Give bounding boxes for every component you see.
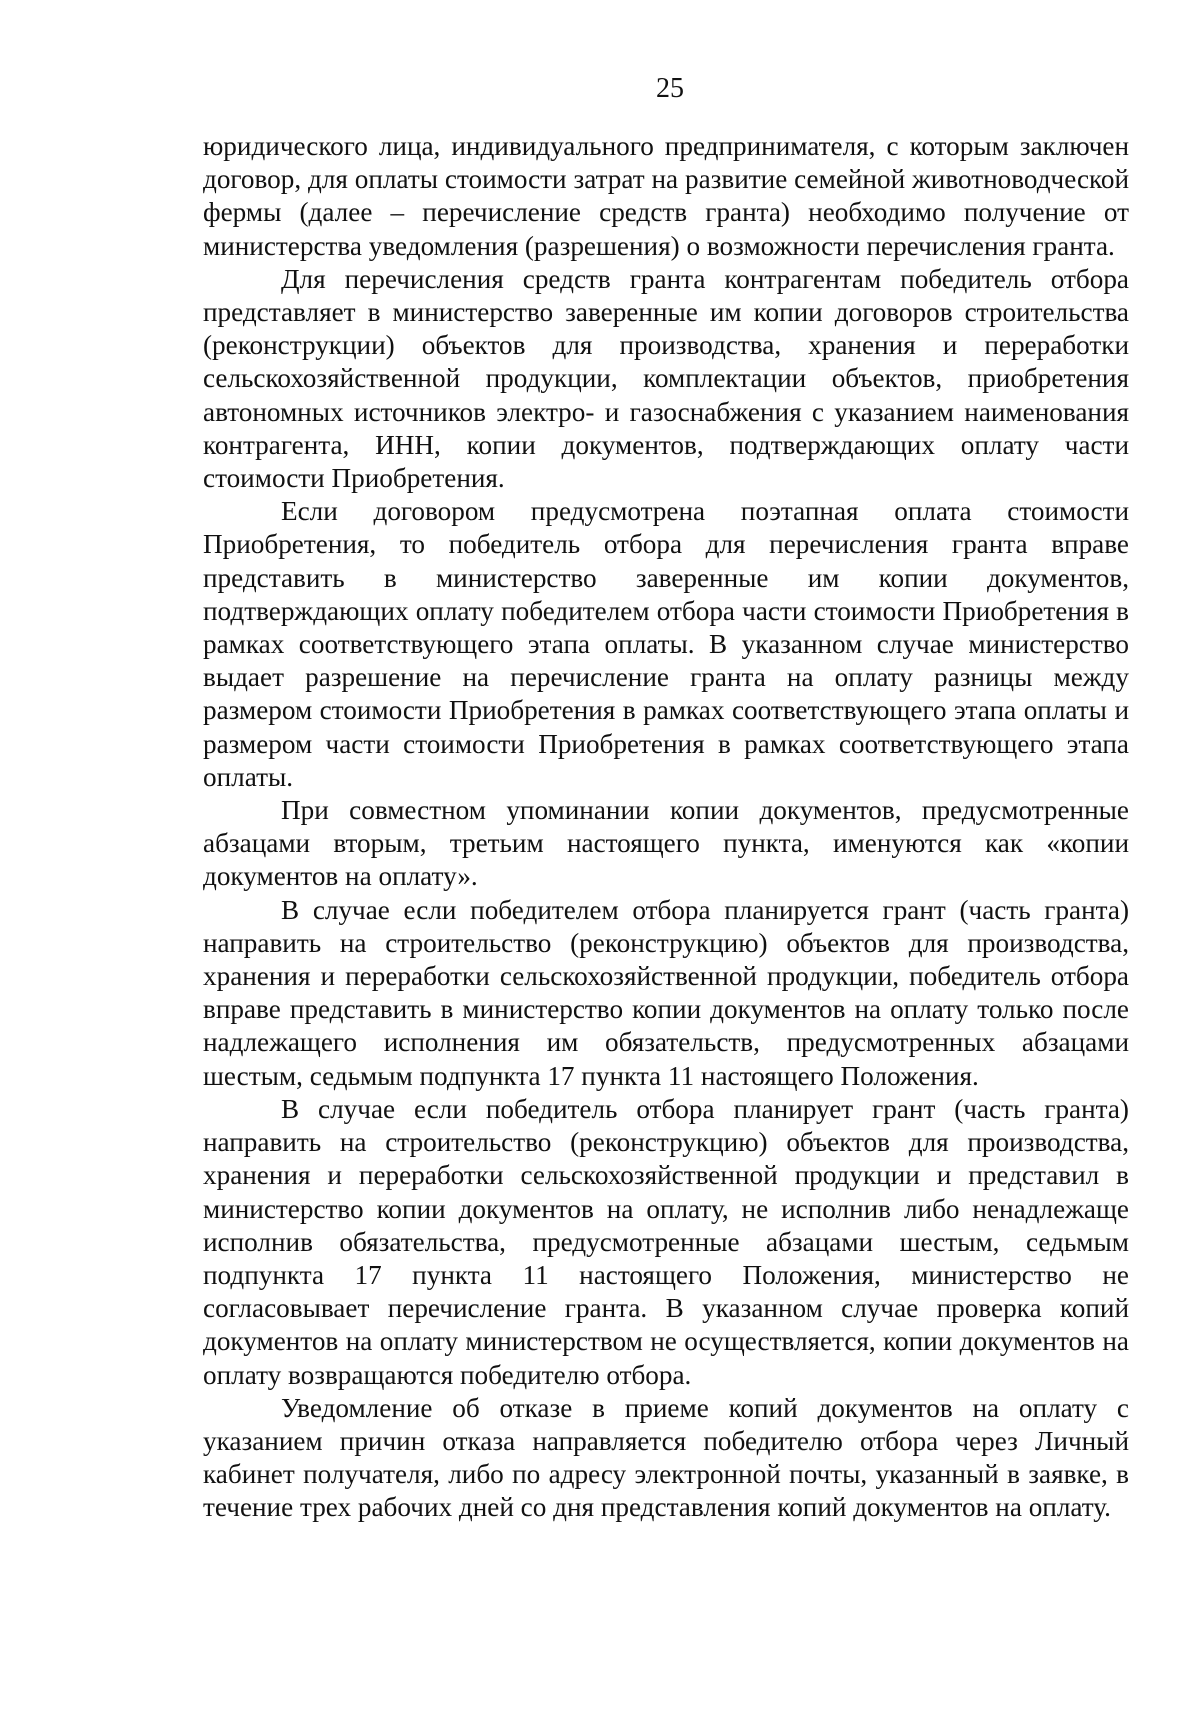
paragraph: В случае если победителем отбора планируется грант (часть гранта) направить на строительство (реконструкцию) объектов для производства, хранения и переработки сельскохозяйственной продукции, победитель отбора вправе представить в министерство копии документов на оплату только после надлежащего исполнения им обязательств, предусмотренных абзацами шестым, седьмым подпункта 17 пункта 11 настоящего Положения. (203, 894, 1129, 1091)
paragraph: Уведомление об отказе в приеме копий документов на оплату с указанием причин отказа направляется победителю отбора через Личный кабинет получателя, либо по адресу электронной почты, указанный в заявке, в течение трех рабочих дней со дня представления копий документов на оплату. (203, 1392, 1129, 1523)
page-number: 25 (656, 73, 684, 104)
document-body (203, 130, 1129, 1525)
paragraph: При совместном упоминании копии документов, предусмотренные абзацами вторым, третьим настоящего пункта, именуются как «копии документов на оплату». (203, 795, 1129, 892)
paragraph: Для перечисления средств гранта контрагентам победитель отбора представляет в министерство заверенные им копии договоров строительства (реконструкции) объектов для производства, хранения и переработки сельскохозяйственной продукции, комплектации объектов, приобретения автономных источников электро- и газоснабжения с указанием наименования контрагента, ИНН, копии документов, подтверждающих оплату части стоимости Приобретения. (203, 263, 1129, 494)
paragraph: Если договором предусмотрена поэтапная оплата стоимости Приобретения, то победитель отбора для перечисления гранта вправе представить в министерство заверенные им копии документов, подтверждающих оплату победителем отбора части стоимости Приобретения в рамках соответствующего этапа оплаты. В указанном случае министерство выдает разрешение на перечисление гранта на оплату разницы между размером стоимости Приобретения в рамках соответствующего этапа оплаты и размером части стоимости Приобретения в рамках соответствующего этапа оплаты. (203, 496, 1129, 792)
paragraph-continuation: юридического лица, индивидуального предпринимателя, с которым заключен договор, для оплаты стоимости затрат на развитие семейной животноводческой фермы (далее – перечисление средств гранта) необходимо получение от министерства уведомления (разрешения) о возможности перечисления гранта. (203, 131, 1129, 261)
paragraph: В случае если победитель отбора планирует грант (часть гранта) направить на строительство (реконструкцию) объектов для производства, хранения и переработки сельскохозяйственной продукции и представил в министерство копии документов на оплату, не исполнив либо ненадлежаще исполнив обязательства, предусмотренные абзацами шестым, седьмым подпункта 17 пункта 11 настоящего Положения, министерство не согласовывает перечисление гранта. В указанном случае проверка копий документов на оплату министерством не осуществляется, копии документов на оплату возвращаются победителю отбора. (203, 1093, 1129, 1390)
